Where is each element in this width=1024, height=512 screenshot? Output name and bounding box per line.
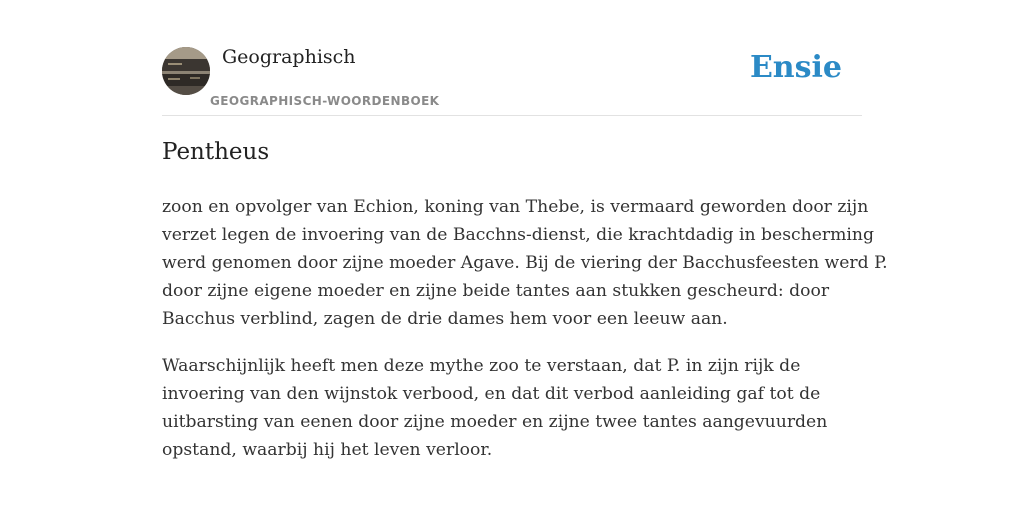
text-line: zoon en opvolger van Echion, koning van Thebe, is vermaard geworden door zijn [162, 197, 869, 217]
entry-title: Pentheus [162, 139, 270, 165]
book-spines-icon [162, 47, 210, 95]
paragraph [162, 352, 862, 464]
source-slug[interactable]: GEOGRAPHISCH-WOORDENBOEK [210, 94, 440, 108]
text-line: werd genomen door zijne moeder Agave. Bij de viering der Bacchusfeesten werd P. [162, 253, 888, 273]
text-line: Waarschijnlijk heeft men deze mythe zoo te verstaan, dat P. in zijn rijk de [162, 356, 801, 376]
text-line: Bacchus verblind, zagen de drie dames hem voor een leeuw aan. [162, 309, 728, 329]
text-line: opstand, waarbij hij het leven verloor. [162, 440, 493, 460]
source-avatar[interactable] [162, 47, 210, 95]
source-title[interactable]: Geographisch [222, 46, 356, 68]
text-line: uitbarsting van eenen door zijne moeder en zijne twee tantes aangevuurden [162, 412, 828, 432]
source-header [162, 44, 862, 116]
paragraph [162, 193, 888, 333]
text-line: door zijne eigene moeder en zijne beide tantes aan stukken gescheurd: door [162, 281, 830, 301]
text-line: verzet legen de invoering van de Bacchns-dienst, die krachtdadig in bescherming [162, 225, 874, 245]
brand-logo[interactable]: Ensie [749, 50, 842, 85]
entry-body [162, 193, 888, 483]
text-line: invoering van den wijnstok verbood, en dat dit verbod aanleiding gaf tot de [162, 384, 821, 404]
